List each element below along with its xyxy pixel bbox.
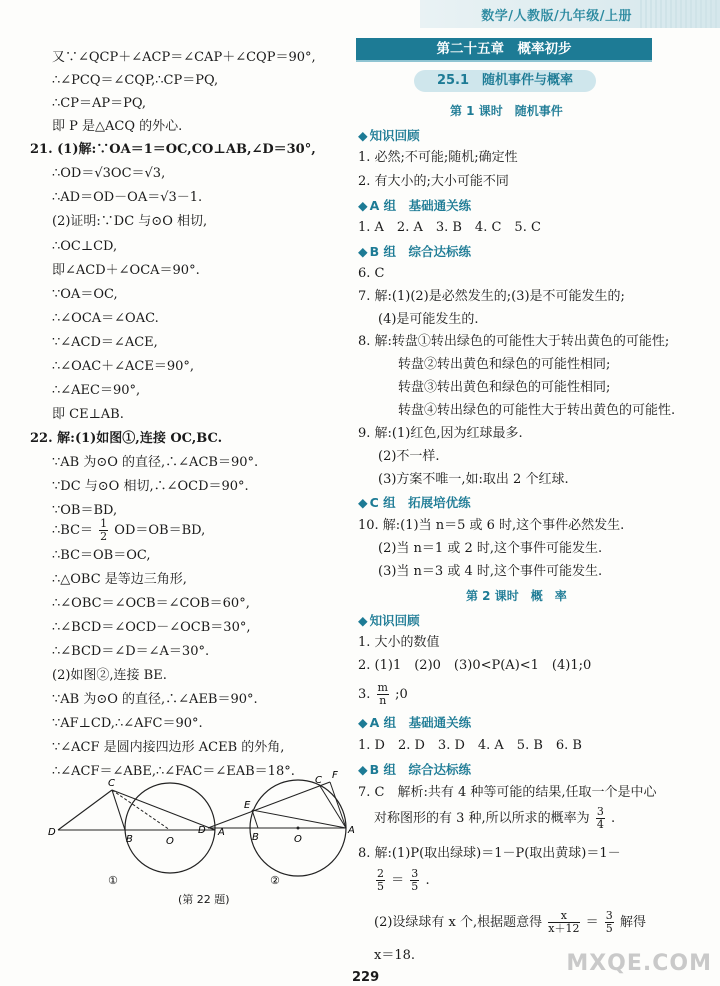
text-line: ∵DC 与⊙O 相切,∴∠OCD＝90°. [52,479,249,494]
section-a [358,198,471,214]
text-line: ∴AD＝OD－OA＝√3－1. [52,190,203,205]
text-fragment: ;0 [395,687,408,702]
diamond-icon: ◆ [358,128,368,143]
answer-line: 1. A 2. A 3. B 4. C 5. C [358,220,541,235]
section-b-2 [358,762,471,778]
numerator: 1 [100,517,108,530]
text-fragment: OD＝OB＝BD, [114,523,206,538]
text-fragment: . [610,811,616,826]
text-line: 即∠ACD＋∠OCA＝90°. [52,263,200,278]
diamond-icon: ◆ [358,715,368,730]
answer-line-frac [374,910,646,935]
answer-line: 1. 必然;不可能;随机;确定性 [358,150,518,165]
geometry-figures [40,770,360,910]
point-label: A [348,825,355,836]
fraction-3-5 [410,868,419,893]
diamond-icon: ◆ [358,613,368,628]
section-title: 25.1 随机事件与概率 [414,70,596,92]
point-label: B [126,834,133,845]
point-label: B [252,832,259,843]
section-label: 知识回顾 [369,128,420,143]
denominator: 5 [377,880,384,893]
fraction-3-4 [596,806,605,831]
text-line: ∴∠OBC＝∠OCB＝∠COB＝60°, [52,596,250,611]
section-c [358,495,471,511]
fraction-half [99,518,108,543]
point-label: A [218,827,225,838]
fraction-m-n [377,682,389,707]
section-label: B 组 综合达标练 [369,762,472,777]
text-line: ∵AB 为⊙O 的直径,∴∠AEB＝90°. [52,692,258,707]
text-line: 又∵∠QCP＋∠ACP＝∠CAP＋∠CQP＝90°, [52,50,316,65]
answer-line: 转盘②转出黄色和绿色的可能性相同; [398,357,611,372]
answer-line: 9. 解:(1)红色,因为红球最多. [358,426,523,441]
lesson-1-title: 第 1 课时 随机事件 [450,104,563,118]
answer-line-frac [374,806,615,831]
answer-line: 6. C [358,266,385,281]
denominator: 4 [596,818,604,831]
text-line: ∵OA＝OC, [52,287,118,302]
page-number: 229 [352,970,380,985]
numerator: 3 [596,805,604,818]
period: . [425,873,430,888]
figure-2-label: ② [270,874,280,887]
answer-line: 8. 解:(1)P(取出绿球)＝1－P(取出黄球)＝1－ [358,846,621,861]
text-line: ∴∠OAC＋∠ACE＝90°, [52,359,195,374]
text-line: ∴∠AEC＝90°, [52,383,141,398]
denominator: x＋12 [548,922,580,935]
section-a-2 [358,715,471,731]
answer-line: 转盘④转出绿色的可能性大于转出黄色的可能性. [398,403,676,418]
denominator: n [379,694,387,707]
text-line: ∴CP＝AP＝PQ, [52,96,146,111]
section-label: A 组 基础通关练 [369,198,472,213]
text-line: 即 CE⊥AB. [52,407,124,422]
figure-caption: (第 22 题) [178,893,230,906]
numerator: 2 [377,867,384,880]
point-label: E [244,800,251,811]
diamond-icon: ◆ [358,244,368,259]
problem-21: 21. (1)解:∵OA＝1＝OC,CO⊥AB,∠D＝30°, [30,142,316,157]
text-fragment: (2)设绿球有 x 个,根据题意得 [374,915,543,930]
numerator: 3 [605,909,613,922]
equals-sign: ＝ [585,915,599,930]
chapter-title: 第二十五章 概率初步 [356,38,652,60]
text-line: (2)如图②,连接 BE. [52,668,167,683]
point-label: D [48,827,56,838]
watermark: MXQE.COM [566,951,712,976]
section-label: 知识回顾 [369,613,420,628]
answer-line-frac [358,682,408,707]
text-line: ∴∠PCQ＝∠CQP,∴CP＝PQ, [52,73,219,88]
text-line: ∵OB＝BD, [52,503,118,518]
point-label: O [166,836,174,847]
fraction-2-5 [376,868,385,893]
problem-22: 22. 解:(1)如图①,连接 OC,BC. [30,431,223,446]
lesson-2-title: 第 2 课时 概 率 [466,589,567,603]
answer-line: 转盘③转出黄色和绿色的可能性相同; [398,380,611,395]
diamond-icon: ◆ [358,198,368,213]
text-line: ∴∠BCD＝∠D＝∠A＝30°. [52,644,210,659]
answer-line: x＝18. [374,948,416,963]
fraction-3-5b [605,910,614,935]
answer-line: 10. 解:(1)当 n＝5 或 6 时,这个事件必然发生. [358,518,625,533]
answer-line: 2. (1)1 (2)0 (3)0<P(A)<1 (4)1;0 [358,658,592,673]
numerator: m [377,681,388,694]
section-label: C 组 拓展培优练 [369,495,471,510]
text-fragment: 解得 [619,915,646,930]
header-bar [420,0,720,28]
answer-line: (3)当 n＝3 或 4 时,这个事件可能发生. [378,564,603,579]
section-review [358,128,420,144]
text-line: ∴∠OCA＝∠OAC. [52,311,159,326]
figure-1-label: ① [108,874,118,887]
answer-line: (2)当 n＝1 或 2 时,这个事件可能发生. [378,541,603,556]
text-line: 即 P 是△ACQ 的外心. [52,119,183,134]
answer-line: 1. D 2. D 3. D 4. A 5. B 6. B [358,738,582,753]
text-fragment: ∴BC＝ [52,523,94,538]
text-line: ∴BC＝OB＝OC, [52,548,151,563]
text-line: ∴∠BCD＝∠OCD－∠OCB＝30°, [52,620,251,635]
numerator: 3 [411,867,419,880]
answer-line: (2)不一样. [378,449,440,464]
point-label: O [294,834,302,845]
section-label: A 组 基础通关练 [369,715,472,730]
text-fragment: 3. [358,687,375,702]
answer-line: 1. 大小的数值 [358,635,440,650]
breadcrumb: 数学/人教版/九年级/上册 [481,9,632,24]
figure-2 [198,770,355,887]
section-review-2 [358,613,420,629]
text-line: ∴∠ACF＝∠ABE,∴∠FAC＝∠EAB＝18°. [52,764,295,779]
denominator: 5 [411,880,419,893]
answer-line: (4)是可能发生的. [378,312,479,327]
point-label: C [108,778,115,789]
denominator: 5 [605,922,613,935]
diamond-icon: ◆ [358,495,368,510]
chapter-underline [356,60,652,62]
section-label: B 组 综合达标练 [369,244,472,259]
answer-line: 7. C 解析:共有 4 种等可能的结果,任取一个是中心 [358,785,657,800]
text-line: ∵∠ACD＝∠ACE, [52,335,158,350]
text-line: ∵∠ACF 是圆内接四边形 ACEB 的外角, [52,740,285,755]
header-stripes [640,0,720,28]
text-line-frac [52,518,205,543]
text-fragment: 对称图形的有 3 种,所以所求的概率为 [374,811,590,826]
answer-line: 8. 解:转盘①转出绿色的可能性大于转出黄色的可能性; [358,334,670,349]
diamond-icon: ◆ [358,762,368,777]
section-b [358,244,471,260]
text-line: ∵AB 为⊙O 的直径,∴∠ACB＝90°. [52,455,259,470]
answer-line-frac [374,868,430,893]
text-line: ∴△OBC 是等边三角形, [52,572,187,587]
fraction-x [548,910,579,935]
text-line: ∴OC⊥CD, [52,239,118,254]
text-line: (2)证明:∵DC 与⊙O 相切, [52,214,208,229]
equals-sign: ＝ [391,873,405,888]
answer-line: 2. 有大小的;大小可能不同 [358,174,509,189]
text-line: ∵AF⊥CD,∴∠AFC＝90°. [52,716,203,731]
point-label: F [332,770,338,781]
point-label: C [315,775,322,786]
answer-line: 7. 解:(1)(2)是必然发生的;(3)是不可能发生的; [358,289,625,304]
point-label: D [198,825,206,836]
numerator: x [548,910,579,923]
text-line: ∴OD＝√3OC＝√3, [52,166,166,181]
denominator: 2 [100,530,108,543]
answer-line: (3)方案不唯一,如:取出 2 个红球. [378,472,569,487]
